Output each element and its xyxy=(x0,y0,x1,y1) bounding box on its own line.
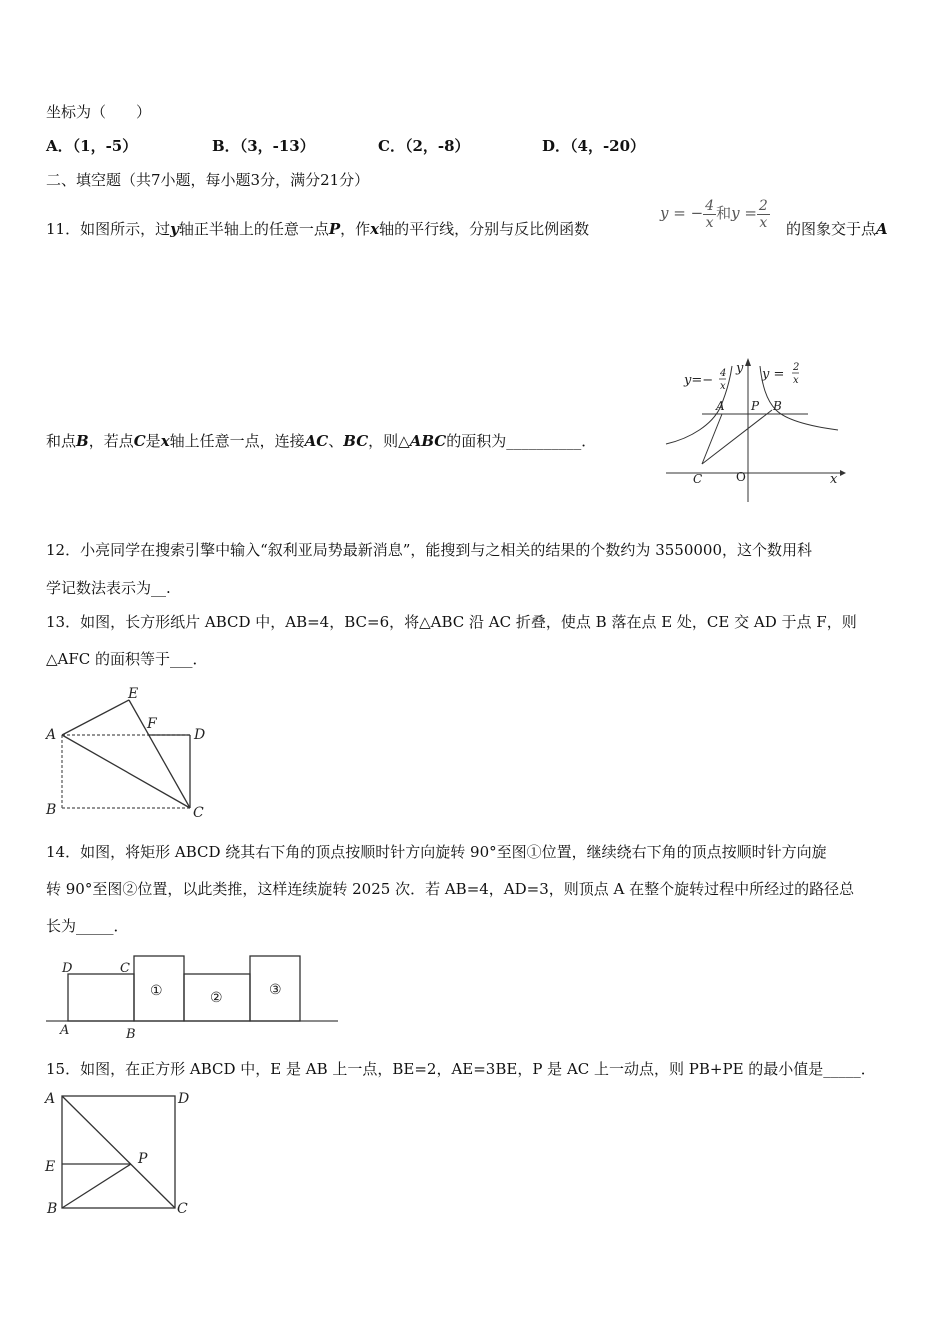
q14-label-c: C xyxy=(120,961,130,976)
q11-fig-point-b: B xyxy=(773,399,782,413)
q15-label-d: D xyxy=(178,1091,190,1107)
q14-label-b: B xyxy=(126,1027,136,1042)
q14-label-1: ① xyxy=(150,983,163,999)
q11-fig-label-f1-num: 4 xyxy=(720,368,727,379)
q14-line3: 长为_____． xyxy=(46,917,129,935)
q14-label-2: ② xyxy=(210,990,223,1006)
q13-line1: 13．如图，长方形纸片 ABCD 中，AB=4，BC=6，将△ABC 沿 AC 折叠，使点 B 落在点 E 处，CE 交 AD 于点 F，则 xyxy=(46,613,857,631)
q14-figure xyxy=(44,950,342,1044)
q11-fraction-1: $\frac{4}{x}$ xyxy=(705,197,715,231)
q12-line1: 12．小亮同学在搜索引擎中输入“叙利亚局势最新消息”，能搜到与之相关的结果的个数约为 3550000，这个数用科 xyxy=(46,541,813,559)
q14-label-3: ③ xyxy=(269,982,282,998)
q11-line1: 11．如图所示，过y轴正半轴上的任意一点P，作x轴的平行线，分别与反比例函数 xyxy=(46,220,590,238)
prev-question-stem: 坐标为（ ） xyxy=(46,103,152,121)
q11-line1-end: 的图象交于点A xyxy=(786,220,888,238)
q15-label-a: A xyxy=(45,1091,56,1107)
q14-label-d: D xyxy=(62,961,73,976)
q14-line1: 14．如图，将矩形 ABCD 绕其右下角的顶点按顺时针方向旋转 90°至图①位置，继续绕右下角的顶点按顺时针方向旋 xyxy=(46,843,827,861)
q13-figure xyxy=(40,684,220,820)
q14-line2: 转 90°至图②位置，以此类推，这样连续旋转 2025 次．若 AB=4，AD=3，则顶点 A 在整个旋转过程中所经过的路径总 xyxy=(46,880,855,898)
q13-label-c: C xyxy=(193,805,204,820)
q14-rect-abcd xyxy=(68,974,134,1021)
option-d: D．（4，-20） xyxy=(542,137,646,155)
q11-y-arrow xyxy=(745,358,751,366)
q15-figure xyxy=(40,1086,200,1220)
option-b: B．（3，-13） xyxy=(212,137,315,155)
q13-label-a: A xyxy=(46,727,57,743)
q15-label-p: P xyxy=(138,1151,148,1167)
q11-fig-label-f1-den: x xyxy=(720,381,726,392)
q11-line2: 和点B，若点C是x轴上任意一点，连接AC、BC，则△ABC的面积为__________． xyxy=(46,432,597,450)
q13-label-d: D xyxy=(194,727,206,743)
q11-fig-origin: O xyxy=(736,470,746,484)
q13-label-b: B xyxy=(46,802,57,818)
q11-fig-label-f2-den: x xyxy=(793,375,799,386)
q11-fig-label-f2-num: 2 xyxy=(793,362,800,373)
q11-figure xyxy=(662,352,848,508)
q11-fig-x-label: x xyxy=(830,472,838,487)
q15-segment-pb xyxy=(62,1164,131,1208)
q13-label-e: E xyxy=(128,686,139,702)
q11-functions: y = − $\frac{4}{x}$ 和y = $\frac{2}{x}$ xyxy=(660,197,768,231)
section-heading: 二、填空题（共7小题，每小题3分，满分21分） xyxy=(46,171,370,189)
q15-label-e: E xyxy=(45,1159,56,1175)
q13-label-f: F xyxy=(147,716,157,732)
q11-x-arrow xyxy=(840,470,846,476)
q11-fig-label-f1: y=− xyxy=(684,373,714,388)
q15-diagonal-ac xyxy=(62,1096,175,1208)
q14-label-a: A xyxy=(60,1023,70,1038)
q11-fig-y-label: y xyxy=(736,361,744,376)
q12-line2: 学记数法表示为__. xyxy=(46,579,171,597)
q11-fig-point-c: C xyxy=(693,472,703,486)
q15-line1: 15．如图，在正方形 ABCD 中，E 是 AB 上一点，BE=2，AE=3BE，P 是 AC 上一动点，则 PB+PE 的最小值是_____． xyxy=(46,1060,876,1078)
q15-label-c: C xyxy=(177,1201,188,1217)
q11-fig-point-p: P xyxy=(751,399,760,413)
q11-fig-label-f2: y = xyxy=(762,367,785,382)
q13-ae xyxy=(62,700,129,735)
option-c: C．（2，-8） xyxy=(378,137,470,155)
q13-ec xyxy=(129,700,190,808)
q11-fraction-2: $\frac{2}{x}$ xyxy=(758,197,768,231)
option-a: A．（1，-5） xyxy=(46,137,138,155)
q13-line2: △AFC 的面积等于___． xyxy=(46,650,208,668)
q15-label-b: B xyxy=(47,1201,58,1217)
q11-fig-point-a: A xyxy=(716,399,725,413)
q13-ac xyxy=(62,735,190,808)
